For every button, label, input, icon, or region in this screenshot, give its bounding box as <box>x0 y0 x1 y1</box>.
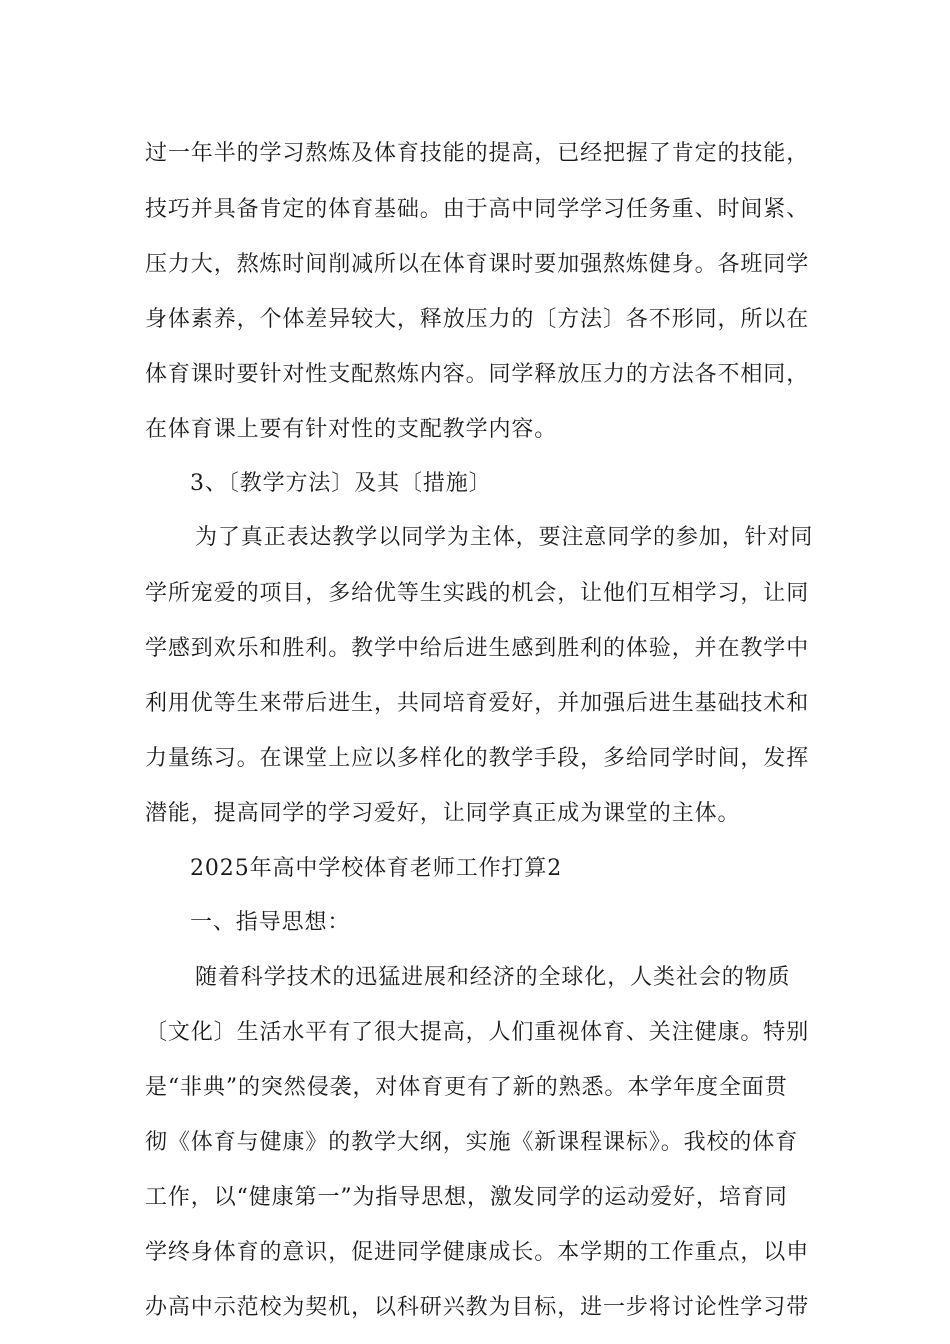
section-heading: 3、〔教学方法〕及其〔措施〕 <box>190 471 492 496</box>
paragraph-line: 随着科学技术的迅猛进展和经济的全球化，人类社会的物质 <box>195 965 791 990</box>
section-title: 2025年高中学校体育老师工作打算2 <box>190 856 563 881</box>
paragraph-line: 学所宠爱的项目，多给优等生实践的机会，让他们互相学习，让同 <box>145 581 810 606</box>
paragraph-line: 在体育课上要有针对性的支配教学内容。 <box>145 417 558 442</box>
paragraph-line: 是“非典”的突然侵袭，对体育更有了新的熟悉。本学年度全面贯 <box>145 1075 788 1100</box>
section-heading: 一、指导思想： <box>190 910 351 935</box>
paragraph-line: 学感到欢乐和胜利。教学中给后进生感到胜利的体验，并在教学中 <box>145 636 810 661</box>
paragraph-line: 身体素养，个体差异较大，释放压力的〔方法〕各不形同，所以在 <box>145 307 810 332</box>
paragraph-line: 〔文化〕生活水平有了很大提高，人们重视体育、关注健康。特别 <box>145 1020 810 1045</box>
paragraph-line: 学终身体育的意识，促进同学健康成长。本学期的工作重点，以申 <box>145 1240 810 1265</box>
paragraph-line: 体育课时要针对性支配熬炼内容。同学释放压力的方法各不相同， <box>145 362 810 387</box>
paragraph-line: 彻《体育与健康》的教学大纲，实施《新课程课标》。我校的体育 <box>145 1130 799 1155</box>
paragraph-line: 压力大，熬炼时间削减所以在体育课时要加强熬炼健身。各班同学 <box>145 252 810 277</box>
paragraph-line: 办高中示范校为契机，以科研兴教为目标，进一步将讨论性学习带 <box>145 1295 810 1320</box>
paragraph-line: 技巧并具备肯定的体育基础。由于高中同学学习任务重、时间紧、 <box>145 197 810 222</box>
paragraph-line: 力量练习。在课堂上应以多样化的教学手段，多给同学时间，发挥 <box>145 746 810 771</box>
paragraph-line: 潜能，提高同学的学习爱好，让同学真正成为课堂的主体。 <box>145 801 741 826</box>
paragraph-line: 过一年半的学习熬炼及体育技能的提高，已经把握了肯定的技能， <box>145 141 810 166</box>
paragraph-line: 利用优等生来带后进生，共同培育爱好，并加强后进生基础技术和 <box>145 691 810 716</box>
paragraph-line: 工作，以“健康第一”为指导思想，激发同学的运动爱好，培育同 <box>145 1185 788 1210</box>
paragraph-line: 为了真正表达教学以同学为主体，要注意同学的参加，针对同 <box>195 525 814 550</box>
